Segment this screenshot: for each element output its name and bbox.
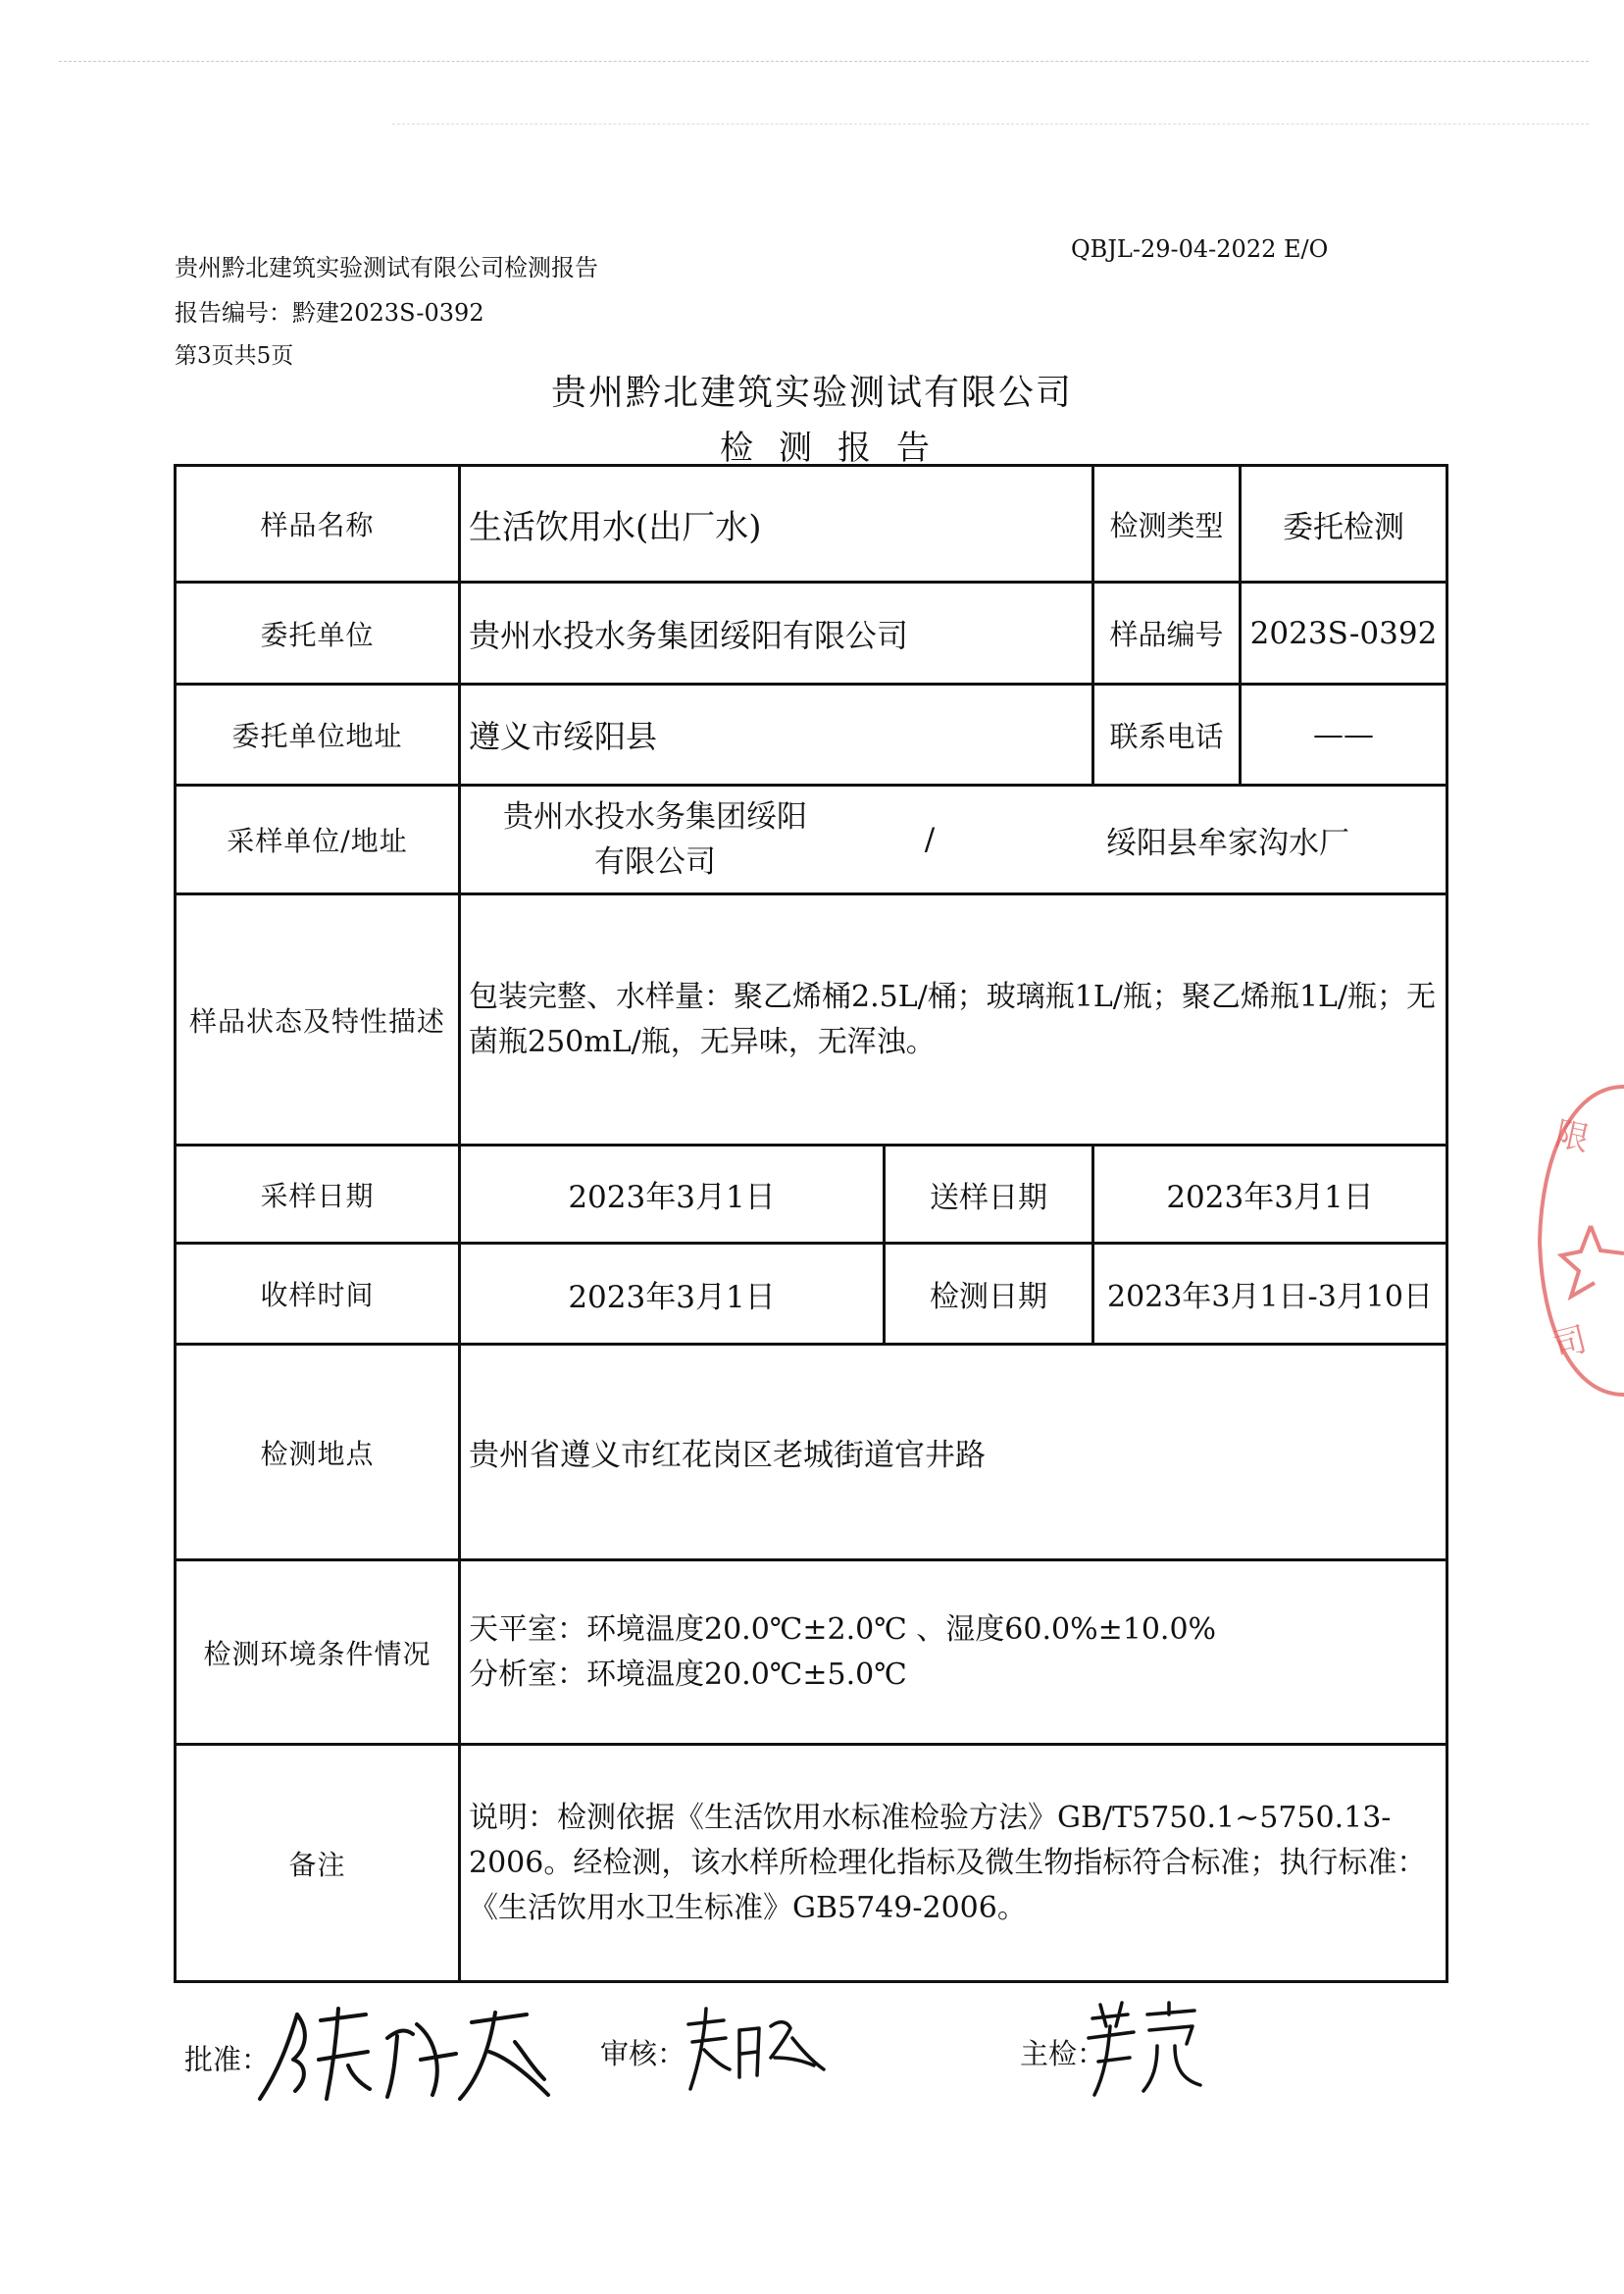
report-header-company: 贵州黔北建筑实验测试有限公司检测报告 [175, 254, 598, 281]
document-title-company: 贵州黔北建筑实验测试有限公司 [550, 373, 1073, 413]
report-number: 报告编号：黔建2023S-0392 [175, 299, 484, 327]
test-location-label: 检测地点 [176, 1345, 460, 1560]
test-date-value: 2023年3月1日-3月10日 [1093, 1244, 1447, 1345]
report-table [174, 464, 1448, 1983]
sampler-address: 绥阳县牟家沟水厂 [1106, 825, 1349, 861]
scan-artifact-line [392, 124, 1589, 125]
client-address-label: 委托单位地址 [176, 685, 460, 786]
test-date-label: 检测日期 [885, 1244, 1093, 1345]
delivery-date-label: 送样日期 [885, 1146, 1093, 1244]
client-label: 委托单位 [176, 583, 460, 685]
receipt-time-label: 收样时间 [176, 1244, 460, 1345]
table-row [176, 894, 1447, 1146]
review-label: 审核： [600, 2037, 686, 2070]
sampling-date-label: 采样日期 [176, 1146, 460, 1244]
table-row [176, 1345, 1447, 1560]
sample-number-label: 样品编号 [1093, 583, 1241, 685]
test-type-value: 委托检测 [1241, 466, 1447, 583]
chief-inspector-label: 主检： [1020, 2037, 1106, 2070]
form-code: QBJL-29-04-2022 E/O [1071, 235, 1329, 263]
scan-artifact-line [59, 61, 1589, 62]
sampler-organization: 贵州水投水务集团绥阳 有限公司 [503, 799, 807, 880]
sampler-separator: / [924, 822, 936, 857]
environment-value [460, 1560, 1447, 1745]
table-row [176, 786, 1447, 894]
svg-text:限: 限 [1551, 1114, 1593, 1160]
receipt-time-value: 2023年3月1日 [460, 1244, 885, 1345]
phone-value: —— [1241, 685, 1447, 786]
sample-name-value: 生活饮用水(出厂水) [460, 466, 1093, 583]
sample-description-value: 包装完整、水样量：聚乙烯桶2.5L/桶；玻璃瓶1L/瓶；聚乙烯瓶1L/瓶；无菌瓶250mL/瓶，无异味，无浑浊。 [460, 894, 1447, 1146]
page-info: 第3页共5页 [175, 343, 294, 369]
sample-description-label: 样品状态及特性描述 [176, 894, 460, 1146]
sampler-label: 采样单位/地址 [176, 786, 460, 894]
table-row [176, 466, 1447, 583]
table-row [176, 1745, 1447, 1982]
official-seal-stamp [1532, 1079, 1624, 1402]
sample-number-value: 2023S-0392 [1241, 583, 1447, 685]
client-address-value: 遵义市绥阳县 [460, 685, 1093, 786]
client-value: 贵州水投水务集团绥阳有限公司 [460, 583, 1093, 685]
sample-name-label: 样品名称 [176, 466, 460, 583]
table-row [176, 1244, 1447, 1345]
environment-line: 天平室：环境温度20.0℃±2.0℃ 、湿度60.0%±10.0% [469, 1611, 1217, 1647]
approve-label: 批准： [184, 2043, 271, 2076]
test-type-label: 检测类型 [1093, 466, 1241, 583]
review-signature [677, 2001, 834, 2099]
sampling-date-value: 2023年3月1日 [460, 1146, 885, 1244]
table-row [176, 1560, 1447, 1745]
table-row [176, 583, 1447, 685]
table-row [176, 1146, 1447, 1244]
approve-signature [250, 2001, 574, 2109]
sampler-cell [460, 786, 1447, 894]
remarks-value: 说明：检测依据《生活饮用水标准检验方法》GB/T5750.1~5750.13-2006。经检测，该水样所检理化指标及微生物指标符合标准；执行标准：《生活饮用水卫生标准》GB5749-2006。 [460, 1745, 1447, 1982]
test-location-value: 贵州省遵义市红花岗区老城街道官井路 [460, 1345, 1447, 1560]
document-title-report: 检测报告 [720, 429, 955, 468]
chief-inspector-signature [1079, 1997, 1216, 2105]
phone-label: 联系电话 [1093, 685, 1241, 786]
table-row [176, 685, 1447, 786]
svg-text:司: 司 [1548, 1319, 1592, 1366]
environment-line: 分析室：环境温度20.0℃±5.0℃ [469, 1657, 907, 1692]
environment-label: 检测环境条件情况 [176, 1560, 460, 1745]
delivery-date-value: 2023年3月1日 [1093, 1146, 1447, 1244]
remarks-label: 备注 [176, 1745, 460, 1982]
